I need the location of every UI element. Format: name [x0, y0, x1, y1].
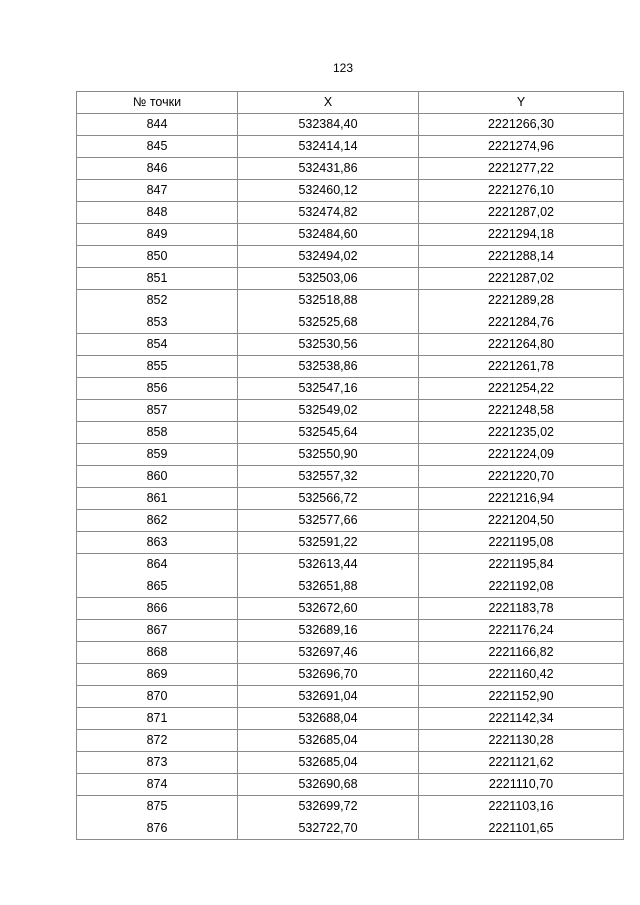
cell-y: 2221248,58 [419, 400, 624, 422]
cell-point-number: 865 [77, 576, 238, 598]
cell-point-number: 864 [77, 554, 238, 576]
cell-x: 532691,04 [238, 686, 419, 708]
cell-x: 532613,44 [238, 554, 419, 576]
header-y: Y [419, 92, 624, 114]
cell-point-number: 873 [77, 752, 238, 774]
cell-y: 2221176,24 [419, 620, 624, 642]
cell-y: 2221287,02 [419, 268, 624, 290]
cell-x: 532484,60 [238, 224, 419, 246]
cell-y: 2221216,94 [419, 488, 624, 510]
table-row [77, 180, 624, 202]
table-row [77, 774, 624, 796]
table-row [77, 598, 624, 620]
table-row [77, 818, 624, 840]
table-row [77, 400, 624, 422]
cell-y: 2221103,16 [419, 796, 624, 818]
cell-x: 532557,32 [238, 466, 419, 488]
table-row [77, 136, 624, 158]
cell-x: 532530,56 [238, 334, 419, 356]
cell-point-number: 855 [77, 356, 238, 378]
table-row [77, 246, 624, 268]
cell-x: 532688,04 [238, 708, 419, 730]
cell-y: 2221142,34 [419, 708, 624, 730]
cell-x: 532525,68 [238, 312, 419, 334]
page-number: 123 [332, 61, 354, 75]
table-row [77, 202, 624, 224]
cell-point-number: 845 [77, 136, 238, 158]
cell-y: 2221294,18 [419, 224, 624, 246]
table-row [77, 576, 624, 598]
cell-x: 532685,04 [238, 730, 419, 752]
table-row [77, 796, 624, 818]
cell-point-number: 861 [77, 488, 238, 510]
cell-x: 532538,86 [238, 356, 419, 378]
cell-x: 532547,16 [238, 378, 419, 400]
table-row [77, 510, 624, 532]
cell-point-number: 871 [77, 708, 238, 730]
table-row [77, 312, 624, 334]
cell-point-number: 869 [77, 664, 238, 686]
cell-x: 532550,90 [238, 444, 419, 466]
cell-x: 532699,72 [238, 796, 419, 818]
cell-y: 2221101,65 [419, 818, 624, 840]
table-row [77, 466, 624, 488]
cell-y: 2221183,78 [419, 598, 624, 620]
cell-point-number: 851 [77, 268, 238, 290]
cell-x: 532722,70 [238, 818, 419, 840]
cell-point-number: 872 [77, 730, 238, 752]
header-x: X [238, 92, 419, 114]
cell-y: 2221287,02 [419, 202, 624, 224]
cell-x: 532518,88 [238, 290, 419, 312]
cell-x: 532431,86 [238, 158, 419, 180]
cell-point-number: 857 [77, 400, 238, 422]
cell-y: 2221274,96 [419, 136, 624, 158]
table-row [77, 224, 624, 246]
cell-x: 532685,04 [238, 752, 419, 774]
cell-y: 2221235,02 [419, 422, 624, 444]
cell-x: 532672,60 [238, 598, 419, 620]
cell-point-number: 848 [77, 202, 238, 224]
cell-point-number: 867 [77, 620, 238, 642]
header-point-number: № точки [77, 92, 238, 114]
cell-point-number: 856 [77, 378, 238, 400]
cell-point-number: 854 [77, 334, 238, 356]
cell-x: 532474,82 [238, 202, 419, 224]
cell-x: 532651,88 [238, 576, 419, 598]
cell-y: 2221220,70 [419, 466, 624, 488]
table-row [77, 488, 624, 510]
cell-y: 2221261,78 [419, 356, 624, 378]
cell-y: 2221195,08 [419, 532, 624, 554]
cell-y: 2221192,08 [419, 576, 624, 598]
cell-y: 2221110,70 [419, 774, 624, 796]
cell-point-number: 874 [77, 774, 238, 796]
table-row [77, 730, 624, 752]
table-row [77, 334, 624, 356]
cell-y: 2221160,42 [419, 664, 624, 686]
cell-x: 532414,14 [238, 136, 419, 158]
cell-x: 532591,22 [238, 532, 419, 554]
cell-y: 2221121,62 [419, 752, 624, 774]
cell-point-number: 859 [77, 444, 238, 466]
table-row [77, 444, 624, 466]
table-body [77, 114, 624, 840]
cell-point-number: 858 [77, 422, 238, 444]
table-row [77, 290, 624, 312]
table-row [77, 752, 624, 774]
cell-y: 2221277,22 [419, 158, 624, 180]
cell-x: 532460,12 [238, 180, 419, 202]
table-row [77, 378, 624, 400]
table-row [77, 158, 624, 180]
cell-y: 2221288,14 [419, 246, 624, 268]
cell-y: 2221166,82 [419, 642, 624, 664]
cell-x: 532566,72 [238, 488, 419, 510]
cell-y: 2221289,28 [419, 290, 624, 312]
cell-point-number: 852 [77, 290, 238, 312]
cell-point-number: 862 [77, 510, 238, 532]
cell-point-number: 846 [77, 158, 238, 180]
cell-x: 532503,06 [238, 268, 419, 290]
table-header-row [77, 92, 624, 114]
table-row [77, 664, 624, 686]
table-row [77, 620, 624, 642]
cell-y: 2221224,09 [419, 444, 624, 466]
cell-y: 2221195,84 [419, 554, 624, 576]
table-row [77, 356, 624, 378]
cell-y: 2221130,28 [419, 730, 624, 752]
cell-point-number: 847 [77, 180, 238, 202]
cell-y: 2221152,90 [419, 686, 624, 708]
cell-x: 532577,66 [238, 510, 419, 532]
cell-point-number: 850 [77, 246, 238, 268]
cell-y: 2221264,80 [419, 334, 624, 356]
cell-x: 532494,02 [238, 246, 419, 268]
cell-point-number: 875 [77, 796, 238, 818]
cell-y: 2221204,50 [419, 510, 624, 532]
cell-x: 532549,02 [238, 400, 419, 422]
cell-point-number: 844 [77, 114, 238, 136]
cell-y: 2221254,22 [419, 378, 624, 400]
table-row [77, 532, 624, 554]
table-row [77, 642, 624, 664]
table-row [77, 268, 624, 290]
cell-y: 2221266,30 [419, 114, 624, 136]
cell-point-number: 870 [77, 686, 238, 708]
table-row [77, 686, 624, 708]
cell-x: 532696,70 [238, 664, 419, 686]
cell-point-number: 853 [77, 312, 238, 334]
table-row [77, 554, 624, 576]
cell-y: 2221276,10 [419, 180, 624, 202]
cell-x: 532689,16 [238, 620, 419, 642]
coordinates-table [76, 91, 624, 840]
cell-point-number: 860 [77, 466, 238, 488]
table-row [77, 708, 624, 730]
cell-point-number: 868 [77, 642, 238, 664]
cell-point-number: 849 [77, 224, 238, 246]
cell-y: 2221284,76 [419, 312, 624, 334]
table-row [77, 114, 624, 136]
cell-x: 532384,40 [238, 114, 419, 136]
cell-point-number: 866 [77, 598, 238, 620]
cell-x: 532690,68 [238, 774, 419, 796]
table-row [77, 422, 624, 444]
cell-x: 532697,46 [238, 642, 419, 664]
cell-x: 532545,64 [238, 422, 419, 444]
cell-point-number: 863 [77, 532, 238, 554]
cell-point-number: 876 [77, 818, 238, 840]
